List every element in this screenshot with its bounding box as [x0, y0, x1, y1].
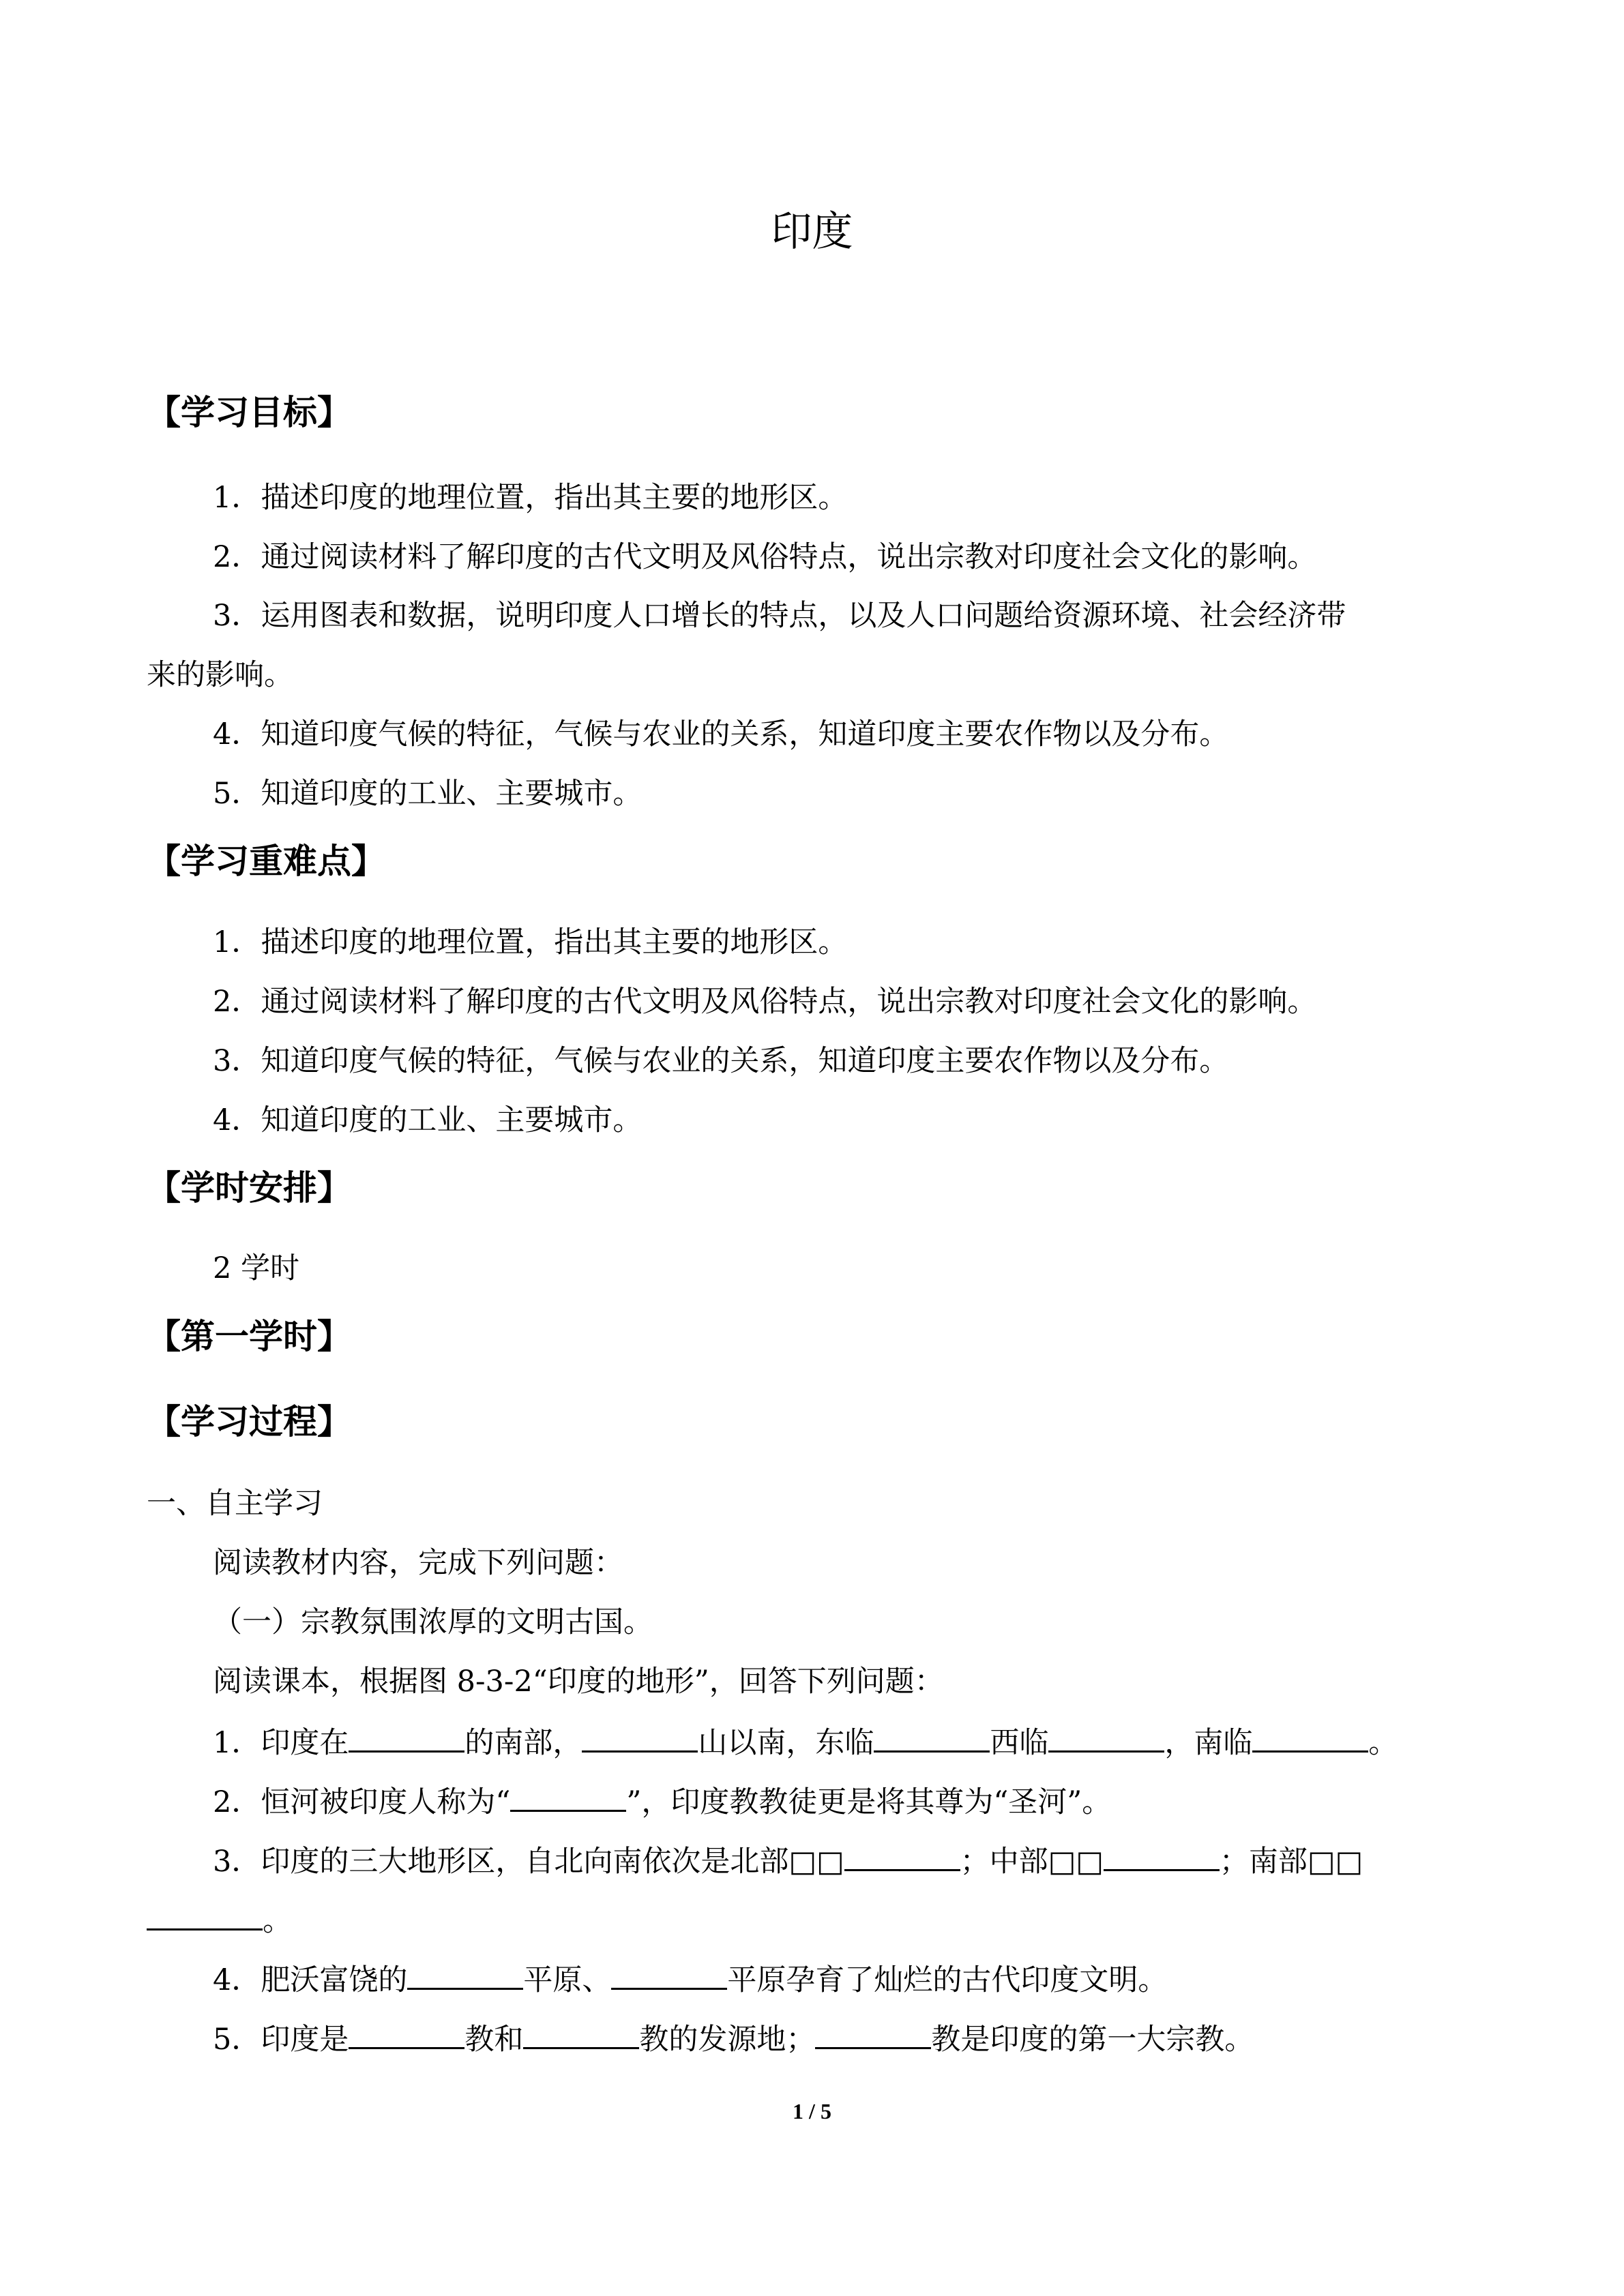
answer-blank[interactable]: [523, 2017, 639, 2049]
answer-blank[interactable]: [1048, 1720, 1164, 1753]
schedule-heading: 【学时安排】: [147, 1168, 351, 1208]
subsection-title: （一）宗教氛围浓厚的文明古国。: [213, 1605, 653, 1639]
process-heading: 【学习过程】: [147, 1402, 351, 1442]
key-point-item: 1．描述印度的地理位置，指出其主要的地形区。: [213, 925, 848, 959]
answer-blank[interactable]: [349, 2017, 464, 2049]
page-number: 1 / 5: [793, 2099, 831, 2123]
goal-item: 5．知道印度的工业、主要城市。: [213, 777, 643, 811]
answer-blank[interactable]: [510, 1780, 626, 1812]
lesson1-heading: 【第一学时】: [147, 1317, 351, 1356]
key-point-item: 2．通过阅读材料了解印度的古代文明及风俗特点，说出宗教对印度社会文化的影响。: [213, 985, 1317, 1019]
goals-heading: 【学习目标】: [147, 393, 351, 432]
question-3: 3．印度的三大地形区，自北向南依次是北部□□ ；中部□□ ；南部□□: [213, 1839, 1363, 1882]
question-5: 5．印度是 教和 教的发源地； 教是印度的第一大宗教。: [213, 2017, 1254, 2060]
goal-item: 1．描述印度的地理位置，指出其主要的地形区。: [213, 481, 848, 515]
answer-blank[interactable]: [1104, 1839, 1220, 1871]
key-point-item: 4．知道印度的工业、主要城市。: [213, 1103, 643, 1137]
goal-item: 2．通过阅读材料了解印度的古代文明及风俗特点，说出宗教对印度社会文化的影响。: [213, 540, 1317, 574]
key-points-heading: 【学习重难点】: [147, 841, 385, 881]
answer-blank[interactable]: [815, 2017, 931, 2049]
answer-blank[interactable]: [147, 1898, 263, 1930]
schedule-text: 2 学时: [213, 1251, 300, 1285]
reading-instruction: 阅读课本，根据图 8-3-2“印度的地形”，回答下列问题：: [213, 1665, 944, 1699]
part1-label: 一、自主学习: [147, 1487, 323, 1521]
answer-blank[interactable]: [349, 1720, 464, 1753]
question-1: 1．印度在 的南部， 山以南，东临 西临 ，南临 。: [213, 1720, 1398, 1763]
intro-text: 阅读教材内容，完成下列问题：: [213, 1546, 623, 1580]
answer-blank[interactable]: [1252, 1720, 1368, 1753]
answer-blank[interactable]: [611, 1958, 727, 1990]
goal-item-continuation: 来的影响。: [147, 658, 293, 692]
page-title: 印度: [771, 208, 853, 256]
answer-blank[interactable]: [582, 1720, 698, 1753]
question-4: 4．肥沃富饶的 平原、 平原孕育了灿烂的古代印度文明。: [213, 1958, 1167, 2001]
answer-blank[interactable]: [407, 1958, 523, 1990]
answer-blank[interactable]: [844, 1839, 960, 1871]
question-2: 2．恒河被印度人称为“ ”，印度教教徒更是将其尊为“圣河”。: [213, 1780, 1111, 1823]
answer-blank[interactable]: [874, 1720, 990, 1753]
goal-item: 3．运用图表和数据，说明印度人口增长的特点，以及人口问题给资源环境、社会经济带: [213, 599, 1346, 633]
question-3-continuation: 。: [147, 1898, 292, 1941]
goal-item: 4．知道印度气候的特征，气候与农业的关系，知道印度主要农作物以及分布。: [213, 717, 1229, 751]
key-point-item: 3．知道印度气候的特征，气候与农业的关系，知道印度主要农作物以及分布。: [213, 1044, 1229, 1078]
